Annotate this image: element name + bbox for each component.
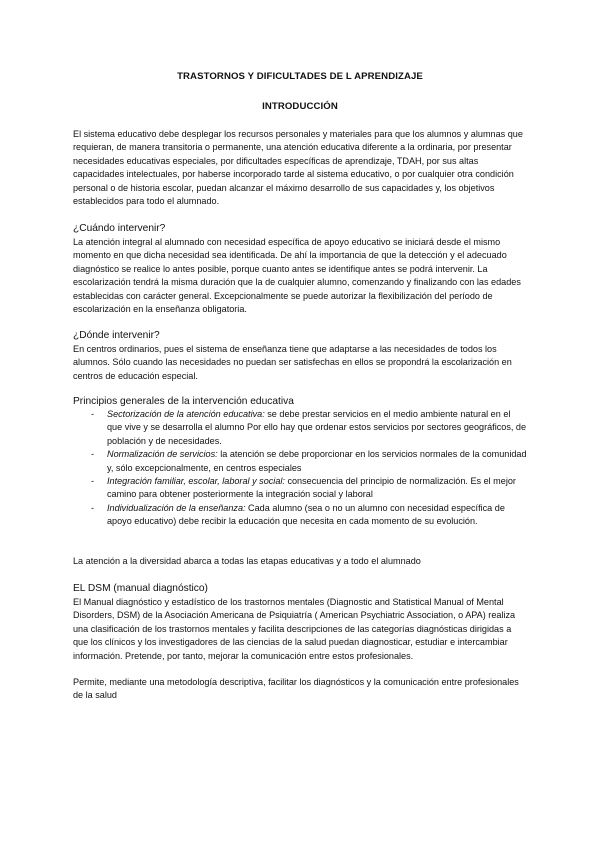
where-heading: ¿Dónde intervenir? — [73, 330, 160, 341]
principle-text: la atención se debe proporcionar en los servicios normales de la comunidad y, sólo excepcionalmente, en centros especiales — [107, 449, 527, 473]
principles-list — [73, 408, 528, 529]
dsm-heading: EL DSM (manual diagnóstico) — [73, 583, 208, 594]
when-heading: ¿Cuándo intervenir? — [73, 223, 166, 234]
list-item: - Normalización de servicios: la atención se debe proporcionar en los servicios normales de la comunidad y, sólo excepcionalmente, en centros especiales — [91, 449, 527, 473]
section-title-introduction: INTRODUCCIÓN — [262, 101, 338, 112]
where-paragraph: En centros ordinarios, pues el sistema de enseñanza tiene que adaptarse a las necesidades de todos los alumnos. Sólo cuando las necesidades no puedan ser satisfechas en ellos se propondrá la escolarización en centros de educación especial. — [73, 344, 512, 381]
dsm-paragraph-1: El Manual diagnóstico y estadístico de los trastornos mentales (Diagnostic and Statistical Manual of Mental Disorders, DSM) de la Asociación Americana de Psiquiatría ( American Psychiatric Association, o APA) realiza una clasificación de los trastornos mentales y facilita descripciones de las categorías diagnósticas dirigidas a que los clínicos y los investigadores de las ciencias de la salud puedan diagnosticar, estudiar e intercambiar información. Pretende, por tanto, mejorar la comunicación entre estos profesionales. — [73, 597, 516, 661]
list-item: - Individualización de la enseñanza: Cada alumno (sea o no un alumno con necesidad específica de apoyo educativo) debe recibir la educación que necesita en cada momento de su evolución. — [91, 502, 505, 527]
principles-heading: Principios generales de la intervención educativa — [73, 396, 294, 407]
dsm-paragraph-2: Permite, mediante una metodología descriptiva, facilitar los diagnósticos y la comunicación entre profesionales de la salud — [73, 677, 519, 701]
principle-term: Integración familiar, escolar, laboral y social: — [107, 476, 285, 487]
list-item: - Sectorización de la atención educativa: se debe prestar servicios en el medio ambiente natural en el que vive y se desarrolla el alumno Por ello hay que ordenar estos servicios por sectores geográficos, de población y de necesidades. — [91, 409, 527, 446]
principle-term: Individualización de la enseñanza: — [107, 502, 246, 513]
principle-text: consecuencia del principio de normalización. Es el mejor camino para obtener posteriormente la integración social y laboral — [107, 476, 516, 500]
principle-term: Normalización de servicios: — [107, 449, 218, 460]
diversity-paragraph: La atención a la diversidad abarca a todas las etapas educativas y a todo el alumnado — [73, 556, 421, 566]
when-paragraph: La atención integral al alumnado con necesidad específica de apoyo educativo se iniciará desde el mismo momento en que dicha necesidad sea identificada. De ahí la importancia de que la detección y el adecuado diagnóstico se realice lo antes posible, porque cuanto antes se identifique antes se podrá intervenir. La escolarización tendrá la misma duración que la de cualquier alumno, comenzando y finalizando con las edades establecidas con carácter general. Excepcionalmente se puede autorizar la flexibilización del período de escolarización en la enseñanza obligatoria. — [73, 237, 521, 315]
list-item: - Integración familiar, escolar, laboral y social: consecuencia del principio de normalización. Es el mejor camino para obtener posteriormente la integración social y laboral — [91, 476, 516, 500]
principle-text: se debe prestar servicios en el medio ambiente natural en el que vive y se desarrolla el alumno Por ello hay que ordenar estos servicios por sectores geográficos, de población y de necesidades. — [107, 409, 527, 446]
document-title: TRASTORNOS Y DIFICULTADES DE L APRENDIZAJE — [177, 71, 423, 82]
intro-paragraph: El sistema educativo debe desplegar los recursos personales y materiales para que los alumnos y alumnas que requieran, de manera transitoria o permanente, una atención educativa diferente a la ordinaria, por presentar necesidades educativas especiales, por dificultades específicas de aprendizaje, TDAH, por sus altas capacidades intelectuales, por haberse incorporado tarde al sistema educativo, o por cualquier otra condición personal o de historia escolar, puedan alcanzar el máximo desarrollo de sus capacidades y, los objetivos establecidos para todo el alumnado. — [73, 129, 523, 207]
principle-text: Cada alumno (sea o no un alumno con necesidad específica de apoyo educativo) debe recibir la educación que necesita en cada momento de su evolución. — [107, 502, 505, 527]
principle-term: Sectorización de la atención educativa: — [107, 409, 265, 419]
